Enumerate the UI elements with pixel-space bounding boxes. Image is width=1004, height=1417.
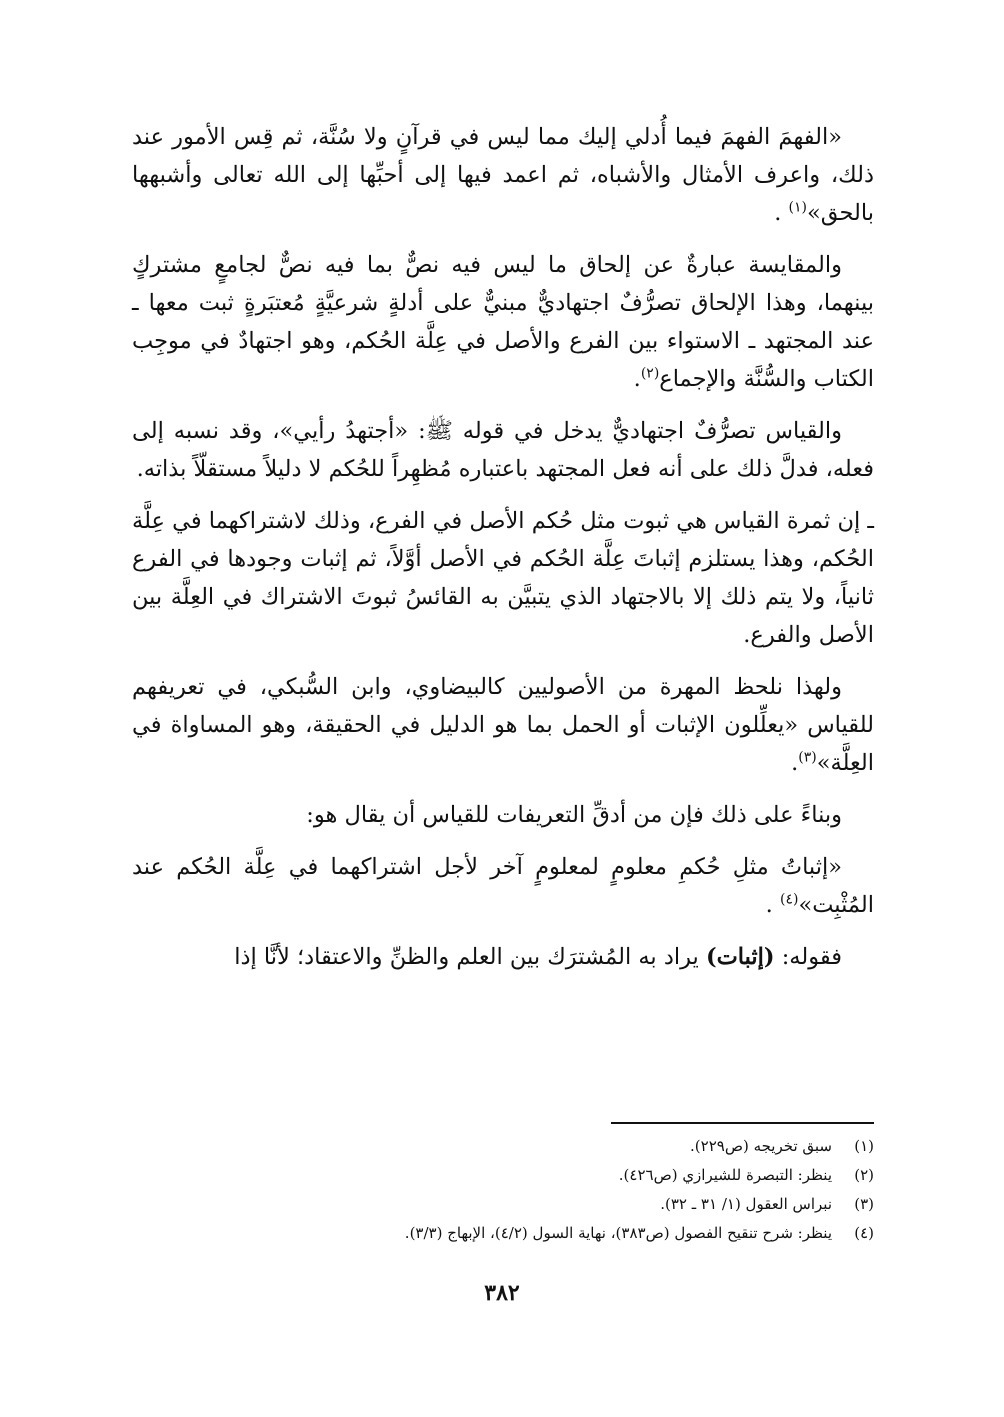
paragraph-usuliyyin: [132, 668, 874, 782]
footnote-ref-1[interactable]: (١): [788, 199, 807, 216]
paragraph-thamarat-alqiyas: [132, 502, 874, 654]
paragraph-text: «إثباتُ مثلِ حُكمِ معلومٍ لمعلومٍ آخر لأجل اشتراكهما في عِلَّة الحُكم عند المُثْبِت»: [132, 854, 874, 918]
paragraph-tail: .: [633, 366, 641, 392]
page-number: ٣٨٢: [484, 1280, 520, 1306]
footnote-ref-4[interactable]: (٤): [779, 891, 799, 908]
paragraph-text: «الفهمَ الفهمَ فيما أُدلي إليك مما ليس في قرآنٍ ولا سُنَّة، ثم قِس الأمور عند ذلك، واعرف الأمثال والأشباه، ثم اعمد فيها إلى أحبِّها إلى الله تعالى وأشبهها بالحق»: [132, 124, 874, 226]
footnote-text: ينظر: شرح تنقيح الفصول (ص٣٨٣)، نهاية السول (٤/٢)، الإبهاج (٣/٣).: [404, 1224, 832, 1242]
footnote-number: (١): [854, 1137, 874, 1155]
paragraph-tail: .: [765, 892, 773, 918]
footnote-number: (٣): [854, 1195, 874, 1213]
paragraph-definition-intro: [132, 796, 874, 834]
paragraph-definition: [132, 848, 874, 924]
paragraph-text: والقياس تصرُّفٌ اجتهاديٌّ يدخل في قوله ﷺ: «أجتهدُ رأيي»، وقد نسبه إلى فعله، فدلَّ ذلك على أنه فعل المجتهد باعتباره مُظهِراً للحُكم لا دليلاً مستقلّاً بذاته.: [132, 418, 874, 482]
paragraph-tail: .: [791, 750, 799, 776]
footnote-1: [132, 1132, 874, 1161]
footnote-ref-2[interactable]: (٢): [640, 365, 660, 382]
footnote-text: ينظر: التبصرة للشيرازي (ص٤٢٦).: [618, 1166, 832, 1184]
page-body: [132, 118, 874, 990]
paragraph-qiyas-tasarruf: [132, 412, 874, 488]
paragraph-text: وبناءً على ذلك فإن من أدقِّ التعريفات للقياس أن يقال هو:: [306, 802, 842, 828]
footnote-separator: [611, 1122, 874, 1124]
paragraph-lead: فقوله:: [774, 944, 842, 970]
footnote-number: (٤): [854, 1224, 874, 1242]
paragraph-ithbat: [132, 938, 874, 976]
paragraph-text: يراد به المُشترَك بين العلم والظنِّ والاعتقاد؛ لأنَّا إذا: [234, 944, 706, 970]
paragraph-quote-umar: [132, 118, 874, 232]
footnote-2: [132, 1161, 874, 1190]
footnote-ref-3[interactable]: (٣): [798, 749, 817, 766]
footnote-number: (٢): [854, 1166, 874, 1184]
footnote-text: نبراس العقول (١/ ٣١ ـ ٣٢).: [660, 1195, 832, 1213]
paragraph-text: ـ إن ثمرة القياس هي ثبوت مثل حُكم الأصل في الفرع، وذلك لاشتراكهما في عِلَّة الحُكم، وهذا يستلزم إثباتَ عِلَّة الحُكم في الأصل أوَّلاً، ثم إثبات وجودها في الفرع ثانياً، ولا يتم ذلك إلا بالاجتهاد الذي يتبيَّن به القائسُ ثبوتَ الاشتراك في العِلَّة بين الأصل والفرع.: [132, 508, 875, 648]
footnotes: [132, 1132, 874, 1248]
footnote-text: سبق تخريجه (ص٢٢٩).: [690, 1137, 832, 1155]
paragraph-text: ولهذا نلحظ المهرة من الأصوليين كالبيضاوي، وابن السُّبكي، في تعريفهم للقياس «يعلِّلون الإثبات أو الحمل بما هو الدليل في الحقيقة، وهو المساواة في العِلَّة»: [132, 674, 874, 776]
bold-term: (إثبات): [705, 944, 775, 970]
paragraph-muqayasa: [132, 246, 874, 398]
footnote-3: [132, 1190, 874, 1219]
paragraph-text: والمقايسة عبارةٌ عن إلحاق ما ليس فيه نصٌّ بما فيه نصٌّ لجامعٍ مشتركٍ بينهما، وهذا الإلحاق تصرُّفٌ اجتهاديٌّ مبنيٌّ على أدلةٍ شرعيَّةٍ مُعتبَرةٍ ثبت معها ـ عند المجتهد ـ الاستواء بين الفرع والأصل في عِلَّة الحُكم، وهو اجتهادٌ في موجِب الكتاب والسُّنَّة والإجماع: [132, 252, 874, 392]
footnote-4: [132, 1219, 874, 1248]
paragraph-tail: .: [774, 200, 782, 226]
